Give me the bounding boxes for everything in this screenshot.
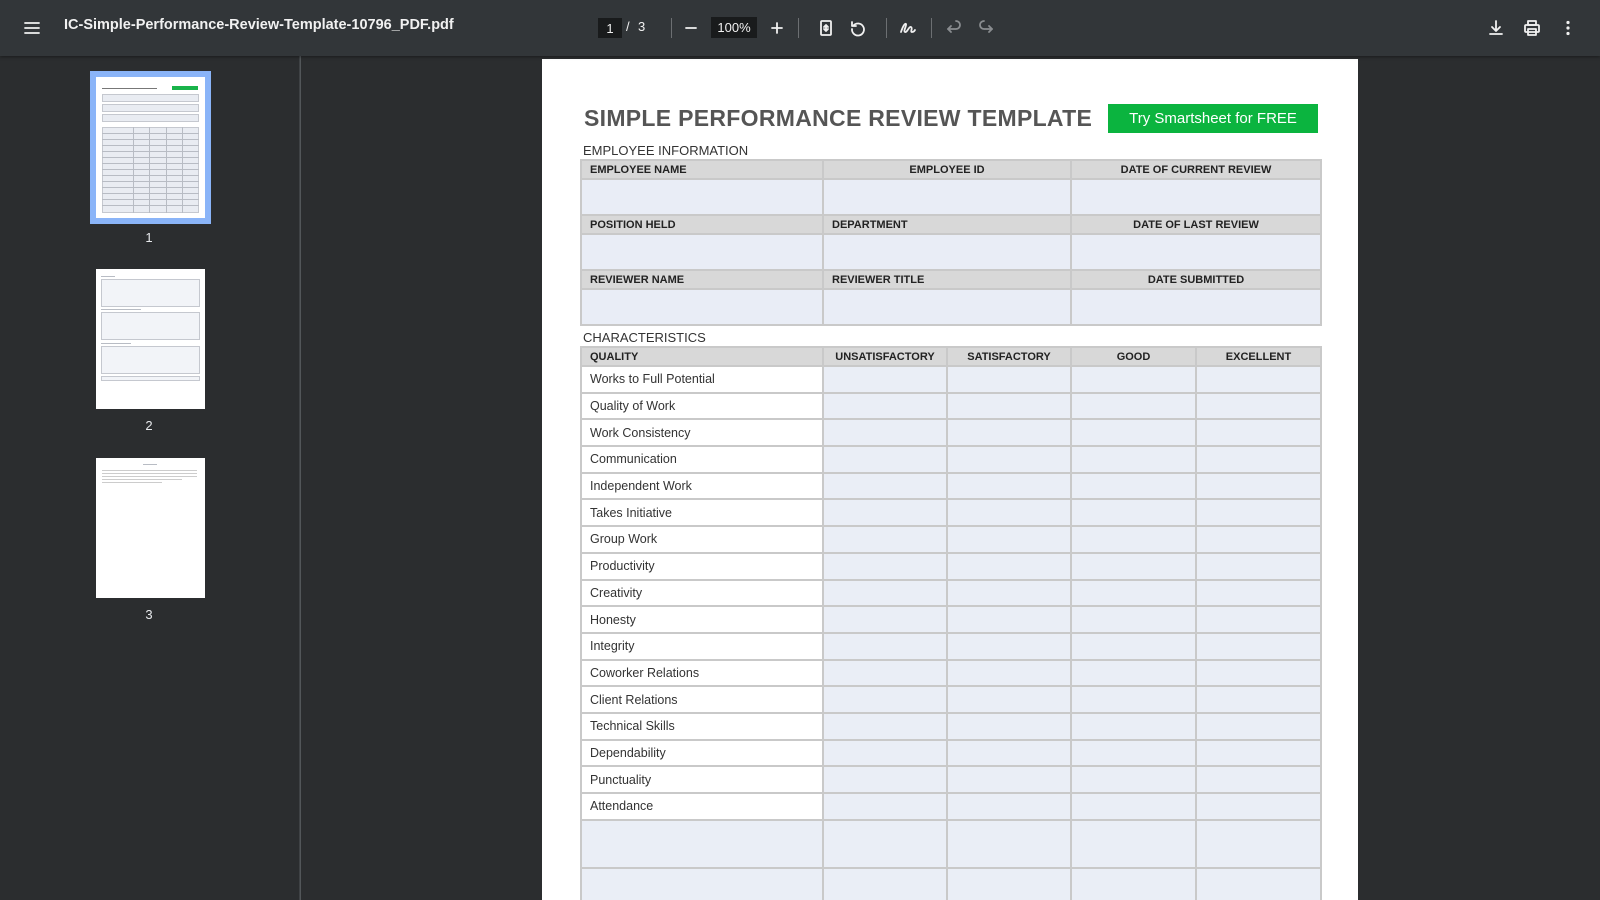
hamburger-menu-icon[interactable] <box>16 12 48 44</box>
good-header: GOOD <box>1071 347 1196 366</box>
table-row <box>581 793 1321 820</box>
blank-cell[interactable] <box>947 820 1071 868</box>
date-submitted-header: DATE SUBMITTED <box>1071 270 1321 289</box>
table-row <box>581 766 1321 793</box>
total-pages: 3 <box>638 19 646 34</box>
blank-cell[interactable] <box>823 820 947 868</box>
table-row <box>581 473 1321 500</box>
unsatisfactory-rating-cell[interactable] <box>823 499 947 526</box>
unsatisfactory-rating-cell[interactable] <box>823 793 947 820</box>
pdf-toolbar <box>0 0 1600 56</box>
excellent-rating-cell[interactable] <box>1196 580 1321 607</box>
satisfactory-rating-cell[interactable] <box>947 366 1071 393</box>
satisfactory-rating-cell[interactable] <box>947 393 1071 420</box>
excellent-rating-cell[interactable] <box>1196 740 1321 767</box>
excellent-rating-cell[interactable] <box>1196 473 1321 500</box>
satisfactory-rating-cell[interactable] <box>947 766 1071 793</box>
employee-id-field[interactable] <box>823 179 1071 215</box>
unsatisfactory-rating-cell[interactable] <box>823 419 947 446</box>
table-row <box>581 499 1321 526</box>
satisfactory-rating-cell[interactable] <box>947 419 1071 446</box>
thumbnail-label-1: 1 <box>145 230 153 245</box>
unsatisfactory-rating-cell[interactable] <box>823 660 947 687</box>
quality-label: Client Relations <box>581 686 823 713</box>
good-rating-cell[interactable] <box>1071 473 1196 500</box>
toolbar-divider <box>931 18 932 38</box>
reviewer-name-field[interactable] <box>581 289 823 325</box>
employee-information-label: EMPLOYEE INFORMATION <box>583 143 749 158</box>
excellent-rating-cell[interactable] <box>1196 499 1321 526</box>
employee-info-table <box>580 159 1322 326</box>
annotate-pen-icon <box>898 18 918 38</box>
download-button[interactable] <box>1480 12 1512 44</box>
page-thumbnail-3[interactable] <box>96 458 205 598</box>
quality-label: Technical Skills <box>581 713 823 740</box>
blank-cell[interactable] <box>1196 820 1321 868</box>
good-rating-cell[interactable] <box>1071 660 1196 687</box>
satisfactory-rating-cell[interactable] <box>947 499 1071 526</box>
print-icon <box>1522 18 1542 38</box>
thumbnail-label-2: 2 <box>145 418 153 433</box>
more-options-button[interactable] <box>1552 12 1584 44</box>
blank-row <box>581 820 1321 868</box>
good-rating-cell[interactable] <box>1071 366 1196 393</box>
thumbnail-label-3: 3 <box>145 607 153 622</box>
quality-label: Coworker Relations <box>581 660 823 687</box>
excellent-rating-cell[interactable] <box>1196 686 1321 713</box>
quality-label: Work Consistency <box>581 419 823 446</box>
good-rating-cell[interactable] <box>1071 419 1196 446</box>
excellent-rating-cell[interactable] <box>1196 553 1321 580</box>
annotate-button[interactable] <box>892 12 924 44</box>
toolbar-divider <box>886 18 887 38</box>
excellent-rating-cell[interactable] <box>1196 526 1321 553</box>
good-rating-cell[interactable] <box>1071 713 1196 740</box>
characteristics-table <box>580 346 1322 900</box>
satisfactory-rating-cell[interactable] <box>947 553 1071 580</box>
excellent-rating-cell[interactable] <box>1196 766 1321 793</box>
good-rating-cell[interactable] <box>1071 633 1196 660</box>
last-review-date-field[interactable] <box>1071 234 1321 270</box>
good-rating-cell[interactable] <box>1071 526 1196 553</box>
table-row <box>581 419 1321 446</box>
table-row <box>581 366 1321 393</box>
excellent-rating-cell[interactable] <box>1196 606 1321 633</box>
page-thumbnail-2[interactable] <box>96 269 205 409</box>
undo-button[interactable] <box>938 12 970 44</box>
pdf-page-1 <box>542 59 1358 900</box>
excellent-rating-cell[interactable] <box>1196 393 1321 420</box>
minus-icon <box>681 18 701 38</box>
quality-label: Honesty <box>581 606 823 633</box>
unsatisfactory-rating-cell[interactable] <box>823 553 947 580</box>
thumbnail-sidebar <box>0 56 300 900</box>
satisfactory-rating-cell[interactable] <box>947 740 1071 767</box>
document-viewer[interactable] <box>301 56 1600 900</box>
quality-label: Independent Work <box>581 473 823 500</box>
document-file-name: IC-Simple-Performance-Review-Template-10796_PDF.pdf <box>64 17 454 33</box>
unsatisfactory-rating-cell[interactable] <box>823 740 947 767</box>
blank-cell[interactable] <box>1071 868 1196 900</box>
quality-label: Productivity <box>581 553 823 580</box>
good-rating-cell[interactable] <box>1071 686 1196 713</box>
reviewer-name-header: REVIEWER NAME <box>581 270 823 289</box>
table-row <box>581 713 1321 740</box>
good-rating-cell[interactable] <box>1071 766 1196 793</box>
quality-label: Takes Initiative <box>581 499 823 526</box>
page-title: SIMPLE PERFORMANCE REVIEW TEMPLATE <box>584 105 1093 131</box>
last-review-date-header: DATE OF LAST REVIEW <box>1071 215 1321 234</box>
department-field[interactable] <box>823 234 1071 270</box>
good-rating-cell[interactable] <box>1071 499 1196 526</box>
reviewer-title-header: REVIEWER TITLE <box>823 270 1071 289</box>
excellent-rating-cell[interactable] <box>1196 793 1321 820</box>
good-rating-cell[interactable] <box>1071 393 1196 420</box>
zoom-in-button[interactable] <box>761 12 793 44</box>
undo-icon <box>944 18 964 38</box>
unsatisfactory-rating-cell[interactable] <box>823 393 947 420</box>
unsatisfactory-rating-cell[interactable] <box>823 526 947 553</box>
more-vert-icon <box>1558 18 1578 38</box>
current-review-date-field[interactable] <box>1071 179 1321 215</box>
good-rating-cell[interactable] <box>1071 793 1196 820</box>
fit-page-button[interactable] <box>810 12 842 44</box>
table-row <box>581 553 1321 580</box>
zoom-out-button[interactable] <box>675 12 707 44</box>
unsatisfactory-rating-cell[interactable] <box>823 686 947 713</box>
blank-cell[interactable] <box>823 868 947 900</box>
date-submitted-field[interactable] <box>1071 289 1321 325</box>
redo-button[interactable] <box>970 12 1002 44</box>
unsatisfactory-rating-cell[interactable] <box>823 446 947 473</box>
good-rating-cell[interactable] <box>1071 740 1196 767</box>
quality-label: Creativity <box>581 580 823 607</box>
table-row <box>581 660 1321 687</box>
rotate-button[interactable] <box>842 12 874 44</box>
excellent-rating-cell[interactable] <box>1196 366 1321 393</box>
satisfactory-rating-cell[interactable] <box>947 526 1071 553</box>
employee-id-header: EMPLOYEE ID <box>823 160 1071 179</box>
reviewer-title-field[interactable] <box>823 289 1071 325</box>
satisfactory-rating-cell[interactable] <box>947 660 1071 687</box>
satisfactory-rating-cell[interactable] <box>947 713 1071 740</box>
page-separator: / <box>626 19 630 34</box>
satisfactory-rating-cell[interactable] <box>947 473 1071 500</box>
toolbar-divider <box>798 18 799 38</box>
download-icon <box>1486 18 1506 38</box>
blank-cell[interactable] <box>947 868 1071 900</box>
zoom-level-input[interactable] <box>711 17 757 38</box>
unsatisfactory-rating-cell[interactable] <box>823 473 947 500</box>
blank-cell[interactable] <box>581 868 823 900</box>
table-row <box>581 580 1321 607</box>
blank-cell[interactable] <box>581 820 823 868</box>
quality-label: Works to Full Potential <box>581 366 823 393</box>
satisfactory-rating-cell[interactable] <box>947 446 1071 473</box>
characteristics-label: CHARACTERISTICS <box>583 330 706 345</box>
excellent-header: EXCELLENT <box>1196 347 1321 366</box>
good-rating-cell[interactable] <box>1071 553 1196 580</box>
employee-name-field[interactable] <box>581 179 823 215</box>
table-row <box>581 526 1321 553</box>
good-rating-cell[interactable] <box>1071 580 1196 607</box>
unsatisfactory-rating-cell[interactable] <box>823 766 947 793</box>
position-held-field[interactable] <box>581 234 823 270</box>
rotate-icon <box>848 18 868 38</box>
toolbar-divider <box>671 18 672 38</box>
satisfactory-rating-cell[interactable] <box>947 580 1071 607</box>
satisfactory-rating-cell[interactable] <box>947 633 1071 660</box>
table-row <box>581 686 1321 713</box>
excellent-rating-cell[interactable] <box>1196 633 1321 660</box>
try-smartsheet-button[interactable]: Try Smartsheet for FREE <box>1108 104 1318 133</box>
unsatisfactory-rating-cell[interactable] <box>823 580 947 607</box>
table-row <box>581 393 1321 420</box>
satisfactory-header: SATISFACTORY <box>947 347 1071 366</box>
unsatisfactory-rating-cell[interactable] <box>823 633 947 660</box>
quality-label: Dependability <box>581 740 823 767</box>
quality-label: Group Work <box>581 526 823 553</box>
table-row <box>581 740 1321 767</box>
table-row <box>581 446 1321 473</box>
page-thumbnail-1[interactable] <box>96 77 205 218</box>
position-held-header: POSITION HELD <box>581 215 823 234</box>
current-page-input[interactable] <box>598 18 622 38</box>
unsatisfactory-rating-cell[interactable] <box>823 713 947 740</box>
redo-icon <box>976 18 996 38</box>
unsatisfactory-rating-cell[interactable] <box>823 366 947 393</box>
good-rating-cell[interactable] <box>1071 606 1196 633</box>
employee-name-header: EMPLOYEE NAME <box>581 160 823 179</box>
excellent-rating-cell[interactable] <box>1196 660 1321 687</box>
quality-label: Quality of Work <box>581 393 823 420</box>
blank-cell[interactable] <box>1071 820 1196 868</box>
good-rating-cell[interactable] <box>1071 446 1196 473</box>
blank-cell[interactable] <box>1196 868 1321 900</box>
quality-label: Punctuality <box>581 766 823 793</box>
print-button[interactable] <box>1516 12 1548 44</box>
unsatisfactory-header: UNSATISFACTORY <box>823 347 947 366</box>
quality-label: Integrity <box>581 633 823 660</box>
satisfactory-rating-cell[interactable] <box>947 793 1071 820</box>
excellent-rating-cell[interactable] <box>1196 446 1321 473</box>
excellent-rating-cell[interactable] <box>1196 419 1321 446</box>
department-header: DEPARTMENT <box>823 215 1071 234</box>
excellent-rating-cell[interactable] <box>1196 713 1321 740</box>
blank-row <box>581 868 1321 900</box>
table-row <box>581 606 1321 633</box>
current-review-date-header: DATE OF CURRENT REVIEW <box>1071 160 1321 179</box>
satisfactory-rating-cell[interactable] <box>947 606 1071 633</box>
table-row <box>581 633 1321 660</box>
satisfactory-rating-cell[interactable] <box>947 686 1071 713</box>
quality-header: QUALITY <box>581 347 823 366</box>
quality-label: Attendance <box>581 793 823 820</box>
unsatisfactory-rating-cell[interactable] <box>823 606 947 633</box>
plus-icon <box>767 18 787 38</box>
fit-page-icon <box>816 18 836 38</box>
quality-label: Communication <box>581 446 823 473</box>
